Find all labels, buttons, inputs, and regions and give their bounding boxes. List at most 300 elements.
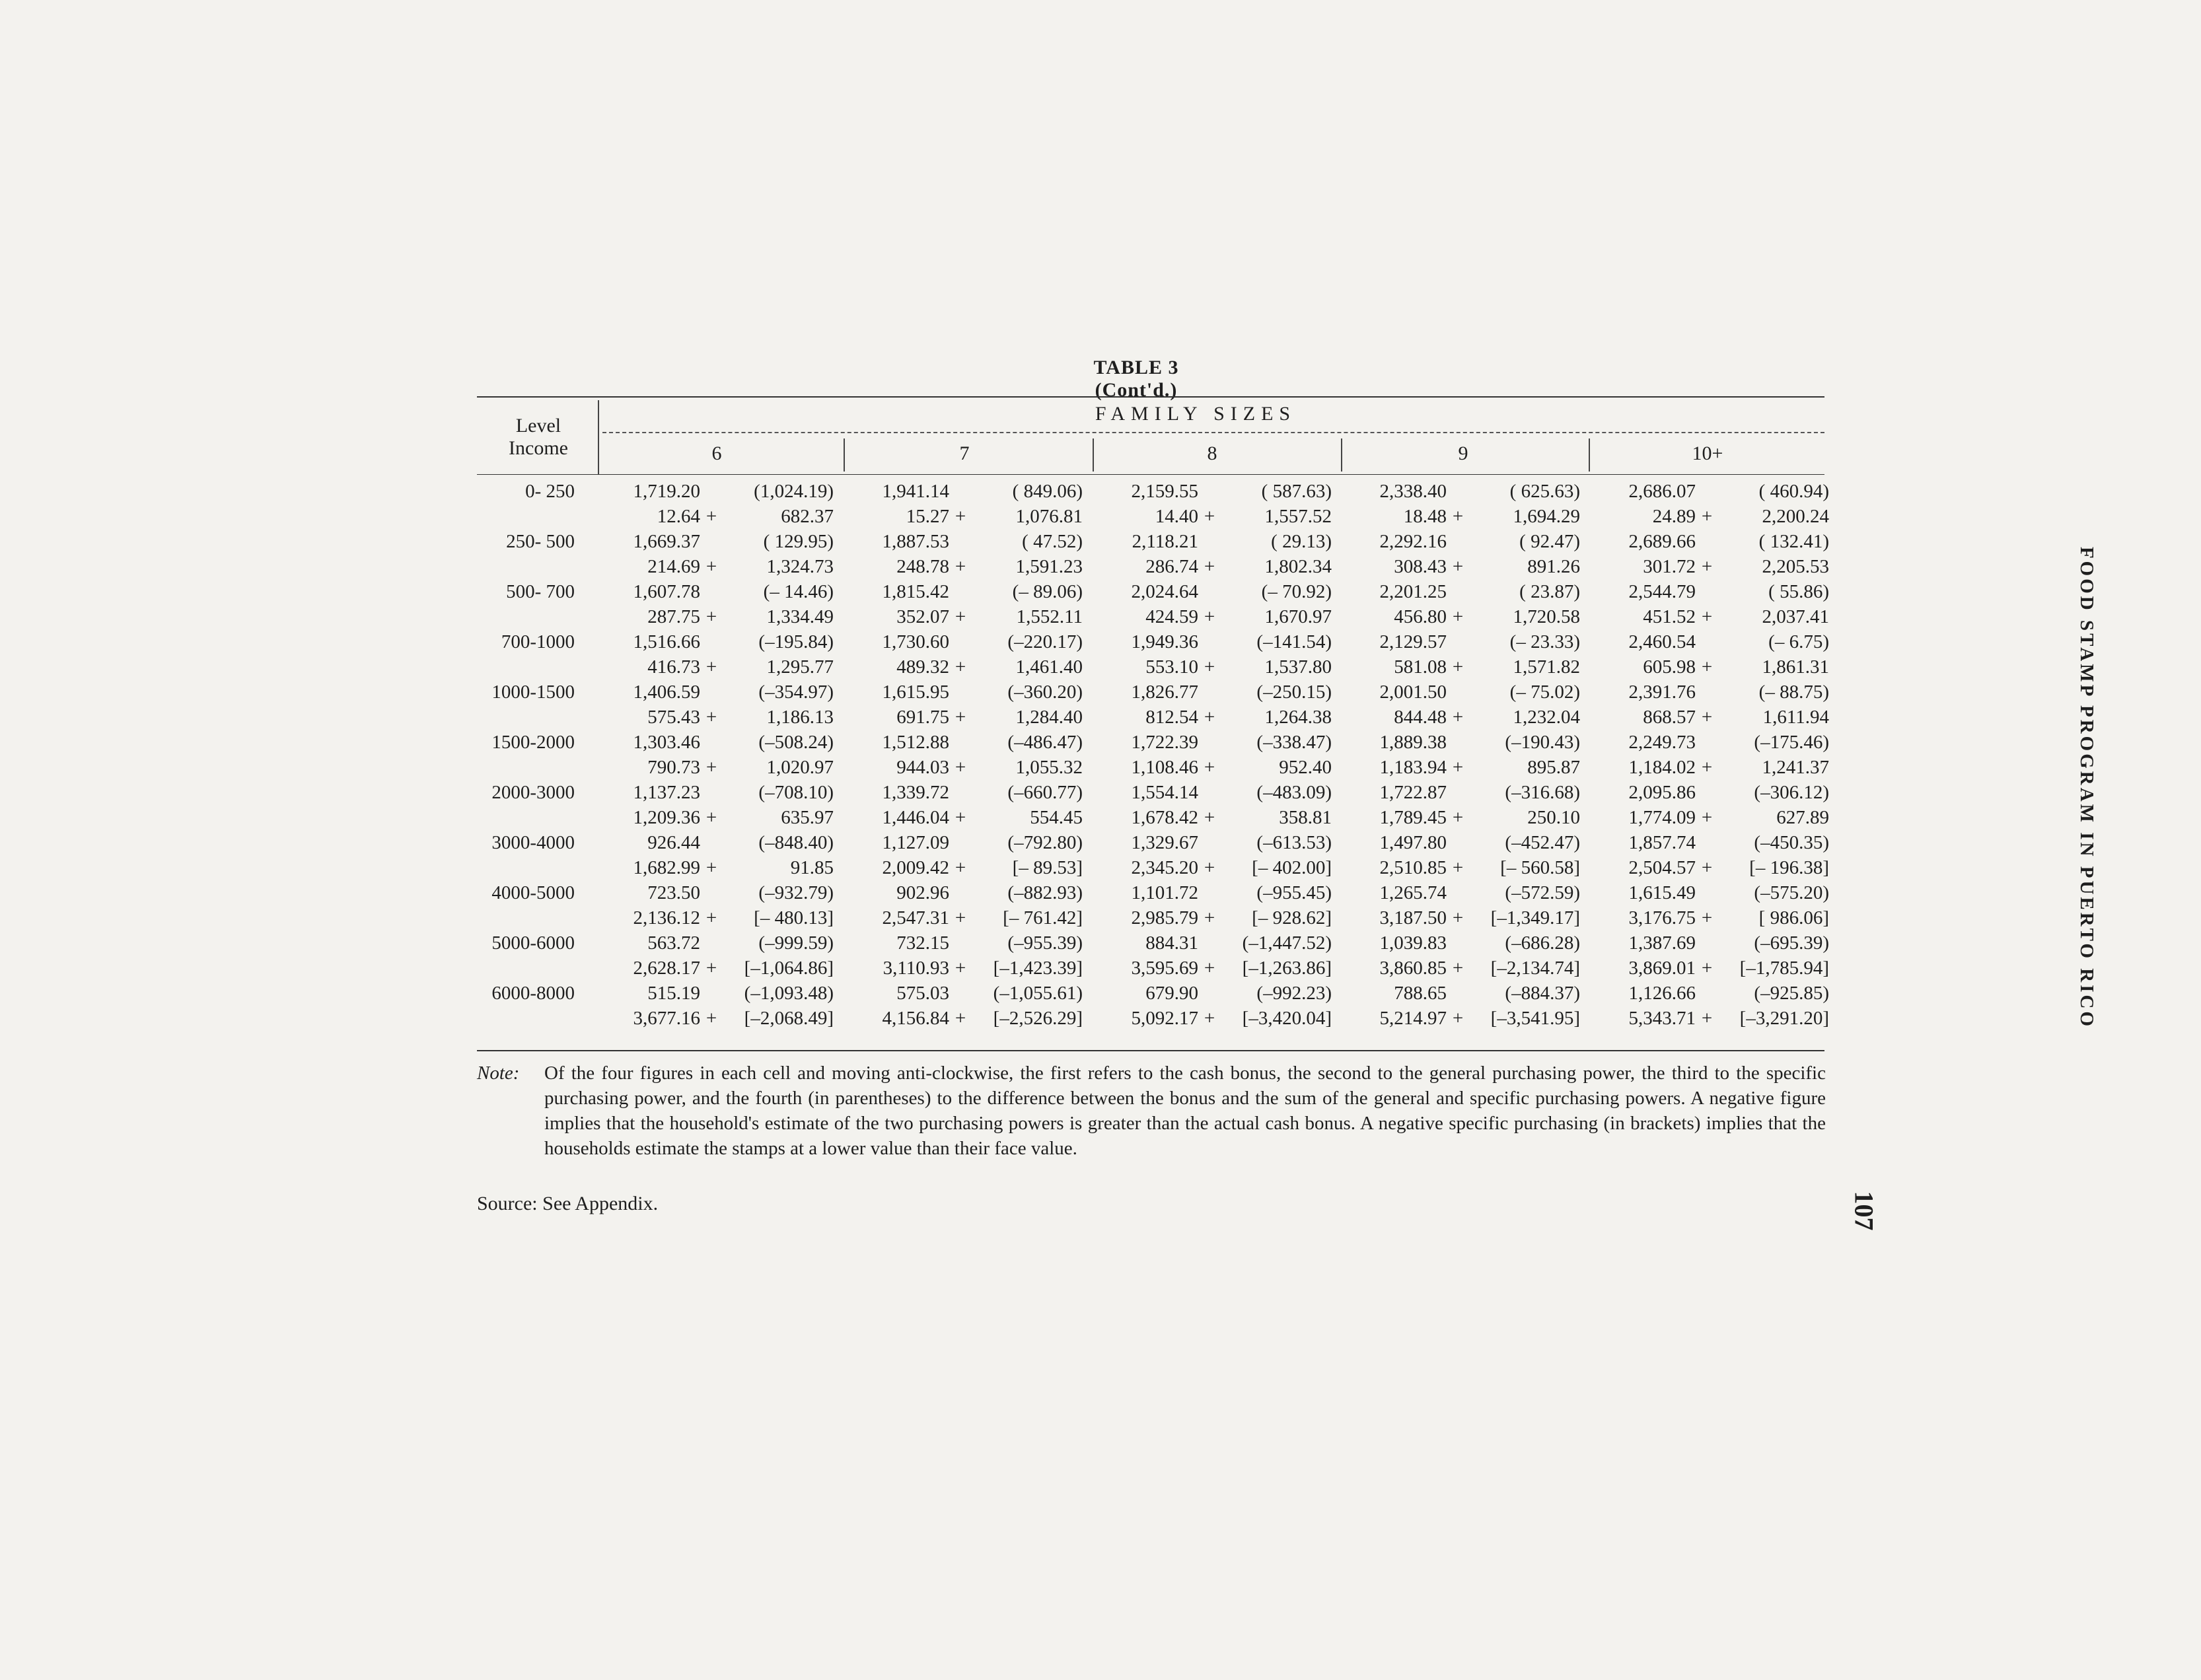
source-line: Source: See Appendix. bbox=[477, 1193, 659, 1214]
cell-value: ( 460.94) bbox=[1758, 481, 1829, 502]
income-level: 2000-3000 bbox=[491, 782, 575, 803]
plus-sign: + bbox=[1452, 907, 1464, 928]
cell-value: 515.19 bbox=[647, 983, 700, 1004]
cell-value: 1,039.83 bbox=[1379, 932, 1447, 954]
plus-sign: + bbox=[1204, 907, 1215, 928]
cell-value: [– 480.13] bbox=[754, 907, 834, 928]
income-level: 1500-2000 bbox=[491, 732, 575, 753]
cell-value: (–450.35) bbox=[1754, 832, 1829, 853]
cell-value: 1,670.97 bbox=[1264, 606, 1332, 627]
family-size-10-plus: 10+ bbox=[1692, 442, 1723, 464]
table-top-rule bbox=[477, 396, 1824, 398]
cell-value: 1,020.97 bbox=[766, 757, 834, 778]
cell-value: (–686.28) bbox=[1505, 932, 1580, 954]
plus-sign: + bbox=[955, 606, 966, 627]
cell-value: 2,129.57 bbox=[1379, 631, 1447, 652]
cell-value: 1,949.36 bbox=[1131, 631, 1198, 652]
cell-value: 456.80 bbox=[1394, 606, 1447, 627]
income-level: 1000-1500 bbox=[491, 682, 575, 703]
cell-value: 1,329.67 bbox=[1131, 832, 1198, 853]
note-text: Of the four figures in each cell and moving anti-clockwise, the first refers to the cash bonus, the second to the general purchasing power, the third to the specific purchasing power, and the fourth (in parentheses) to the difference between the bonus and the sum of the general and specific purchasing powers. A negative figure implies that the household's estimate of the two purchasing powers is greater than the actual cash bonus. A negative specific purchasing (in brackets) implies that the households estimate the stamps at a lower value than their face value. bbox=[544, 1063, 1826, 1159]
header-bottom-rule bbox=[477, 474, 1824, 475]
cell-value: 358.81 bbox=[1279, 807, 1332, 828]
cell-value: 1,183.94 bbox=[1379, 757, 1447, 778]
cell-value: 1,615.49 bbox=[1628, 882, 1696, 903]
plus-sign: + bbox=[1701, 958, 1713, 979]
cell-value: (–354.97) bbox=[758, 682, 834, 703]
cell-value: (–360.20) bbox=[1007, 682, 1083, 703]
plus-sign: + bbox=[1701, 606, 1713, 627]
cell-value: 1,682.99 bbox=[633, 857, 700, 878]
family-size-8: 8 bbox=[1207, 442, 1217, 464]
cell-value: [ 986.06] bbox=[1758, 907, 1829, 928]
plus-sign: + bbox=[705, 807, 717, 828]
cell-value: 1,719.20 bbox=[633, 481, 700, 502]
cell-value: 2,201.25 bbox=[1379, 581, 1447, 602]
cell-value: (–1,093.48) bbox=[744, 983, 834, 1004]
cell-value: (–955.39) bbox=[1007, 932, 1083, 954]
plus-sign: + bbox=[705, 556, 717, 577]
cell-value: [–1,423.39] bbox=[993, 958, 1083, 979]
cell-value: 732.15 bbox=[896, 932, 949, 954]
cell-value: 554.45 bbox=[1030, 807, 1083, 828]
table-row bbox=[476, 882, 1836, 907]
cell-value: 3,677.16 bbox=[633, 1008, 700, 1029]
plus-sign: + bbox=[705, 606, 717, 627]
cell-value: (–708.10) bbox=[758, 782, 834, 803]
cell-value: 1,324.73 bbox=[766, 556, 834, 577]
plus-sign: + bbox=[705, 757, 717, 778]
cell-value: 451.52 bbox=[1643, 606, 1696, 627]
cell-value: 635.97 bbox=[781, 807, 834, 828]
income-level: 5000-6000 bbox=[491, 932, 575, 954]
cell-value: (–955.45) bbox=[1256, 882, 1332, 903]
cell-value: 15.27 bbox=[906, 506, 949, 527]
cell-value: 2,095.86 bbox=[1628, 782, 1696, 803]
family-size-7: 7 bbox=[959, 442, 970, 464]
cell-value: 1,861.31 bbox=[1762, 656, 1829, 678]
cell-value: (–575.20) bbox=[1754, 882, 1829, 903]
cell-value: 5,343.71 bbox=[1628, 1008, 1696, 1029]
cell-value: 2,985.79 bbox=[1131, 907, 1198, 928]
cell-value: 248.78 bbox=[896, 556, 949, 577]
table-row bbox=[476, 631, 1836, 656]
table-row bbox=[476, 757, 1836, 782]
col-divider bbox=[1341, 438, 1342, 472]
cell-value: [–3,291.20] bbox=[1739, 1008, 1829, 1029]
cell-value: ( 587.63) bbox=[1261, 481, 1332, 502]
header-dashed-rule bbox=[602, 432, 1824, 433]
cell-value: [–1,064.86] bbox=[744, 958, 834, 979]
cell-value: 1,209.36 bbox=[633, 807, 700, 828]
cell-value: 1,815.42 bbox=[882, 581, 949, 602]
cell-value: [– 761.42] bbox=[1003, 907, 1083, 928]
table-bottom-rule bbox=[477, 1050, 1824, 1051]
plus-sign: + bbox=[955, 757, 966, 778]
plus-sign: + bbox=[1701, 807, 1713, 828]
table-row bbox=[476, 682, 1836, 707]
cell-value: (–452.47) bbox=[1505, 832, 1580, 853]
cell-value: 301.72 bbox=[1643, 556, 1696, 577]
cell-value: (–306.12) bbox=[1754, 782, 1829, 803]
cell-value: [–2,068.49] bbox=[744, 1008, 834, 1029]
cell-value: 1,889.38 bbox=[1379, 732, 1447, 753]
cell-value: 627.89 bbox=[1776, 807, 1829, 828]
cell-value: 575.03 bbox=[896, 983, 949, 1004]
header-divider bbox=[598, 400, 599, 474]
cell-value: 1,554.14 bbox=[1131, 782, 1198, 803]
cell-value: 3,869.01 bbox=[1628, 958, 1696, 979]
cell-value: 287.75 bbox=[647, 606, 700, 627]
table-row bbox=[476, 983, 1836, 1008]
table-row bbox=[476, 481, 1836, 506]
cell-value: 416.73 bbox=[647, 656, 700, 678]
cell-value: 679.90 bbox=[1145, 983, 1198, 1004]
plus-sign: + bbox=[1452, 807, 1464, 828]
table-row bbox=[476, 606, 1836, 631]
table-row bbox=[476, 581, 1836, 606]
cell-value: (–316.68) bbox=[1505, 782, 1580, 803]
cell-value: (–250.15) bbox=[1256, 682, 1332, 703]
plus-sign: + bbox=[955, 1008, 966, 1029]
plus-sign: + bbox=[1452, 606, 1464, 627]
cell-value: (– 70.92) bbox=[1261, 581, 1332, 602]
plus-sign: + bbox=[955, 958, 966, 979]
cell-value: (–195.84) bbox=[758, 631, 834, 652]
plus-sign: + bbox=[955, 857, 966, 878]
cell-value: 2,547.31 bbox=[882, 907, 949, 928]
cell-value: 1,101.72 bbox=[1131, 882, 1198, 903]
family-size-6: 6 bbox=[711, 442, 722, 464]
cell-value: 2,249.73 bbox=[1628, 732, 1696, 753]
cell-value: 884.31 bbox=[1145, 932, 1198, 954]
cell-value: 1,802.34 bbox=[1264, 556, 1332, 577]
table-row bbox=[476, 707, 1836, 732]
cell-value: ( 47.52) bbox=[1022, 531, 1083, 552]
cell-value: (–190.43) bbox=[1505, 732, 1580, 753]
cell-value: 2,338.40 bbox=[1379, 481, 1447, 502]
cell-value: 1,826.77 bbox=[1131, 682, 1198, 703]
cell-value: 1,137.23 bbox=[633, 782, 700, 803]
cell-value: 1,284.40 bbox=[1015, 707, 1083, 728]
cell-value: 788.65 bbox=[1394, 983, 1447, 1004]
cell-value: 1,669.37 bbox=[633, 531, 700, 552]
cell-value: ( 92.47) bbox=[1519, 531, 1580, 552]
cell-value: ( 29.13) bbox=[1271, 531, 1332, 552]
cell-value: 2,345.20 bbox=[1131, 857, 1198, 878]
cell-value: 1,694.29 bbox=[1513, 506, 1580, 527]
income-level: 250- 500 bbox=[506, 531, 575, 552]
plus-sign: + bbox=[1452, 656, 1464, 678]
cell-value: 2,136.12 bbox=[633, 907, 700, 928]
cell-value: 844.48 bbox=[1394, 707, 1447, 728]
level-label: Level bbox=[515, 415, 561, 437]
col-divider bbox=[1589, 438, 1590, 472]
cell-value: (–572.59) bbox=[1505, 882, 1580, 903]
cell-value: 24.89 bbox=[1652, 506, 1696, 527]
cell-value: 1,232.04 bbox=[1513, 707, 1580, 728]
cell-value: [–1,349.17] bbox=[1490, 907, 1580, 928]
income-level: 500- 700 bbox=[506, 581, 575, 602]
cell-value: (–483.09) bbox=[1256, 782, 1332, 803]
plus-sign: + bbox=[1701, 757, 1713, 778]
plus-sign: + bbox=[705, 506, 717, 527]
cell-value: 2,009.42 bbox=[882, 857, 949, 878]
cell-value: 2,391.76 bbox=[1628, 682, 1696, 703]
plus-sign: + bbox=[705, 1008, 717, 1029]
cell-value: [–3,541.95] bbox=[1490, 1008, 1580, 1029]
cell-value: 4,156.84 bbox=[882, 1008, 949, 1029]
cell-value: 286.74 bbox=[1145, 556, 1198, 577]
cell-value: 1,446.04 bbox=[882, 807, 949, 828]
cell-value: 1,720.58 bbox=[1513, 606, 1580, 627]
cell-value: 1,339.72 bbox=[882, 782, 949, 803]
table-row bbox=[476, 958, 1836, 983]
cell-value: 1,571.82 bbox=[1513, 656, 1580, 678]
cell-value: 2,200.24 bbox=[1762, 506, 1829, 527]
cell-value: ( 23.87) bbox=[1519, 581, 1580, 602]
cell-value: 1,076.81 bbox=[1015, 506, 1083, 527]
cell-value: 1,108.46 bbox=[1131, 757, 1198, 778]
cell-value: ( 625.63) bbox=[1509, 481, 1580, 502]
cell-value: 553.10 bbox=[1145, 656, 1198, 678]
plus-sign: + bbox=[1452, 757, 1464, 778]
cell-value: (–175.46) bbox=[1754, 732, 1829, 753]
cell-value: 691.75 bbox=[896, 707, 949, 728]
cell-value: 2,628.17 bbox=[633, 958, 700, 979]
plus-sign: + bbox=[955, 707, 966, 728]
cell-value: 1,184.02 bbox=[1628, 757, 1696, 778]
cell-value: 1,774.09 bbox=[1628, 807, 1696, 828]
col-divider bbox=[844, 438, 845, 472]
plus-sign: + bbox=[705, 958, 717, 979]
cell-value: 926.44 bbox=[647, 832, 700, 853]
cell-value: (–792.80) bbox=[1007, 832, 1083, 853]
income-level: 700-1000 bbox=[501, 631, 575, 652]
cell-value: 1,295.77 bbox=[766, 656, 834, 678]
cell-value: 868.57 bbox=[1643, 707, 1696, 728]
cell-value: 2,001.50 bbox=[1379, 682, 1447, 703]
table-row bbox=[476, 907, 1836, 932]
cell-value: 891.26 bbox=[1527, 556, 1580, 577]
cell-value: [–3,420.04] bbox=[1242, 1008, 1332, 1029]
cell-value: 895.87 bbox=[1527, 757, 1580, 778]
plus-sign: + bbox=[1452, 958, 1464, 979]
cell-value: (– 14.46) bbox=[763, 581, 834, 602]
cell-value: (–884.37) bbox=[1505, 983, 1580, 1004]
income-level: 4000-5000 bbox=[491, 882, 575, 903]
cell-value: (–932.79) bbox=[758, 882, 834, 903]
cell-value: 2,460.54 bbox=[1628, 631, 1696, 652]
cell-value: [– 402.00] bbox=[1252, 857, 1332, 878]
plus-sign: + bbox=[1204, 606, 1215, 627]
plus-sign: + bbox=[705, 907, 717, 928]
cell-value: [–2,526.29] bbox=[993, 1008, 1083, 1029]
cell-value: 563.72 bbox=[647, 932, 700, 954]
cell-value: 3,860.85 bbox=[1379, 958, 1447, 979]
cell-value: 1,607.78 bbox=[633, 581, 700, 602]
col-divider bbox=[1093, 438, 1094, 472]
cell-value: 424.59 bbox=[1145, 606, 1198, 627]
plus-sign: + bbox=[1452, 707, 1464, 728]
cell-value: (–338.47) bbox=[1256, 732, 1332, 753]
plus-sign: + bbox=[1701, 1008, 1713, 1029]
cell-value: ( 55.86) bbox=[1768, 581, 1829, 602]
cell-value: (1,024.19) bbox=[754, 481, 834, 502]
cell-value: 352.07 bbox=[896, 606, 949, 627]
cell-value: 3,110.93 bbox=[883, 958, 949, 979]
cell-value: 2,024.64 bbox=[1131, 581, 1198, 602]
cell-value: 1,591.23 bbox=[1015, 556, 1083, 577]
cell-value: 952.40 bbox=[1279, 757, 1332, 778]
cell-value: (– 89.06) bbox=[1012, 581, 1083, 602]
plus-sign: + bbox=[1204, 958, 1215, 979]
cell-value: 1,722.87 bbox=[1379, 782, 1447, 803]
cell-value: 605.98 bbox=[1643, 656, 1696, 678]
plus-sign: + bbox=[1204, 656, 1215, 678]
plus-sign: + bbox=[705, 857, 717, 878]
cell-value: 91.85 bbox=[790, 857, 834, 878]
table-row bbox=[476, 656, 1836, 682]
cell-value: 902.96 bbox=[896, 882, 949, 903]
cell-value: [–1,785.94] bbox=[1739, 958, 1829, 979]
plus-sign: + bbox=[705, 656, 717, 678]
cell-value: 1,265.74 bbox=[1379, 882, 1447, 903]
page-number: 107 bbox=[1849, 1191, 1879, 1231]
table-row bbox=[476, 732, 1836, 757]
cell-value: (–925.85) bbox=[1754, 983, 1829, 1004]
table-row bbox=[476, 506, 1836, 531]
plus-sign: + bbox=[1701, 506, 1713, 527]
cell-value: 1,552.11 bbox=[1016, 606, 1083, 627]
table-row bbox=[476, 807, 1836, 832]
cell-value: (–882.93) bbox=[1007, 882, 1083, 903]
table-row bbox=[476, 832, 1836, 857]
plus-sign: + bbox=[1701, 907, 1713, 928]
cell-value: 12.64 bbox=[657, 506, 700, 527]
cell-value: 3,595.69 bbox=[1131, 958, 1198, 979]
plus-sign: + bbox=[1204, 757, 1215, 778]
level-income-header bbox=[489, 415, 588, 460]
cell-value: (–999.59) bbox=[758, 932, 834, 954]
plus-sign: + bbox=[1452, 1008, 1464, 1029]
cell-value: 2,118.21 bbox=[1132, 531, 1198, 552]
cell-value: 2,205.53 bbox=[1762, 556, 1829, 577]
cell-value: 1,186.13 bbox=[766, 707, 834, 728]
cell-value: 682.37 bbox=[781, 506, 834, 527]
cell-value: 1,615.95 bbox=[882, 682, 949, 703]
plus-sign: + bbox=[955, 907, 966, 928]
cell-value: (–660.77) bbox=[1007, 782, 1083, 803]
cell-value: [–2,134.74] bbox=[1490, 958, 1580, 979]
plus-sign: + bbox=[1204, 1008, 1215, 1029]
cell-value: (–141.54) bbox=[1256, 631, 1332, 652]
cell-value: 308.43 bbox=[1394, 556, 1447, 577]
cell-value: 489.32 bbox=[896, 656, 949, 678]
cell-value: 214.69 bbox=[647, 556, 700, 577]
family-sizes-header: FAMILY SIZES bbox=[1095, 403, 1297, 425]
cell-value: 1,941.14 bbox=[882, 481, 949, 502]
plus-sign: + bbox=[705, 707, 717, 728]
cell-value: ( 849.06) bbox=[1012, 481, 1083, 502]
cell-value: 1,512.88 bbox=[882, 732, 949, 753]
plus-sign: + bbox=[955, 656, 966, 678]
cell-value: 1,611.94 bbox=[1762, 707, 1829, 728]
cell-value: 790.73 bbox=[647, 757, 700, 778]
cell-value: 2,159.55 bbox=[1131, 481, 1198, 502]
cell-value: 1,303.46 bbox=[633, 732, 700, 753]
cell-value: (–613.53) bbox=[1256, 832, 1332, 853]
cell-value: 812.54 bbox=[1145, 707, 1198, 728]
cell-value: 1,461.40 bbox=[1015, 656, 1083, 678]
income-level: 0- 250 bbox=[525, 481, 575, 502]
cell-value: 18.48 bbox=[1403, 506, 1447, 527]
plus-sign: + bbox=[1204, 556, 1215, 577]
cell-value: 1,730.60 bbox=[882, 631, 949, 652]
cell-value: 723.50 bbox=[647, 882, 700, 903]
cell-value: 1,334.49 bbox=[766, 606, 834, 627]
table-row bbox=[476, 556, 1836, 581]
cell-value: 1,126.66 bbox=[1628, 983, 1696, 1004]
plus-sign: + bbox=[1452, 556, 1464, 577]
cell-value: 14.40 bbox=[1155, 506, 1198, 527]
cell-value: 3,187.50 bbox=[1379, 907, 1447, 928]
plus-sign: + bbox=[1452, 857, 1464, 878]
cell-value: 1,406.59 bbox=[633, 682, 700, 703]
cell-value: (– 75.02) bbox=[1509, 682, 1580, 703]
cell-value: (–848.40) bbox=[758, 832, 834, 853]
cell-value: (– 88.75) bbox=[1758, 682, 1829, 703]
cell-value: (–695.39) bbox=[1754, 932, 1829, 954]
cell-value: [– 560.58] bbox=[1500, 857, 1580, 878]
family-size-9: 9 bbox=[1458, 442, 1468, 464]
table-title: TABLE 3 (Cont'd.) bbox=[1093, 357, 1179, 401]
cell-value: 575.43 bbox=[647, 707, 700, 728]
table-row bbox=[476, 531, 1836, 556]
running-head: FOOD STAMP PROGRAM IN PUERTO RICO bbox=[2076, 546, 2097, 1030]
cell-value: (–1,447.52) bbox=[1242, 932, 1332, 954]
cell-value: 2,037.41 bbox=[1762, 606, 1829, 627]
cell-value: 1,537.80 bbox=[1264, 656, 1332, 678]
cell-value: (–486.47) bbox=[1007, 732, 1083, 753]
plus-sign: + bbox=[1701, 656, 1713, 678]
table-row bbox=[476, 782, 1836, 807]
cell-value: 1,264.38 bbox=[1264, 707, 1332, 728]
cell-value: ( 132.41) bbox=[1758, 531, 1829, 552]
cell-value: 1,678.42 bbox=[1131, 807, 1198, 828]
cell-value: 1,387.69 bbox=[1628, 932, 1696, 954]
cell-value: 2,510.85 bbox=[1379, 857, 1447, 878]
table-body bbox=[476, 481, 1836, 1033]
cell-value: [– 928.62] bbox=[1252, 907, 1332, 928]
plus-sign: + bbox=[1701, 556, 1713, 577]
plus-sign: + bbox=[955, 807, 966, 828]
cell-value: (–220.17) bbox=[1007, 631, 1083, 652]
plus-sign: + bbox=[1204, 506, 1215, 527]
cell-value: [– 89.53] bbox=[1012, 857, 1083, 878]
cell-value: 2,686.07 bbox=[1628, 481, 1696, 502]
cell-value: 2,292.16 bbox=[1379, 531, 1447, 552]
table-row bbox=[476, 857, 1836, 882]
cell-value: 2,544.79 bbox=[1628, 581, 1696, 602]
cell-value: 1,497.80 bbox=[1379, 832, 1447, 853]
plus-sign: + bbox=[1204, 707, 1215, 728]
cell-value: 3,176.75 bbox=[1628, 907, 1696, 928]
cell-value: (–992.23) bbox=[1256, 983, 1332, 1004]
cell-value: (–1,055.61) bbox=[993, 983, 1083, 1004]
plus-sign: + bbox=[1452, 506, 1464, 527]
plus-sign: + bbox=[1701, 857, 1713, 878]
